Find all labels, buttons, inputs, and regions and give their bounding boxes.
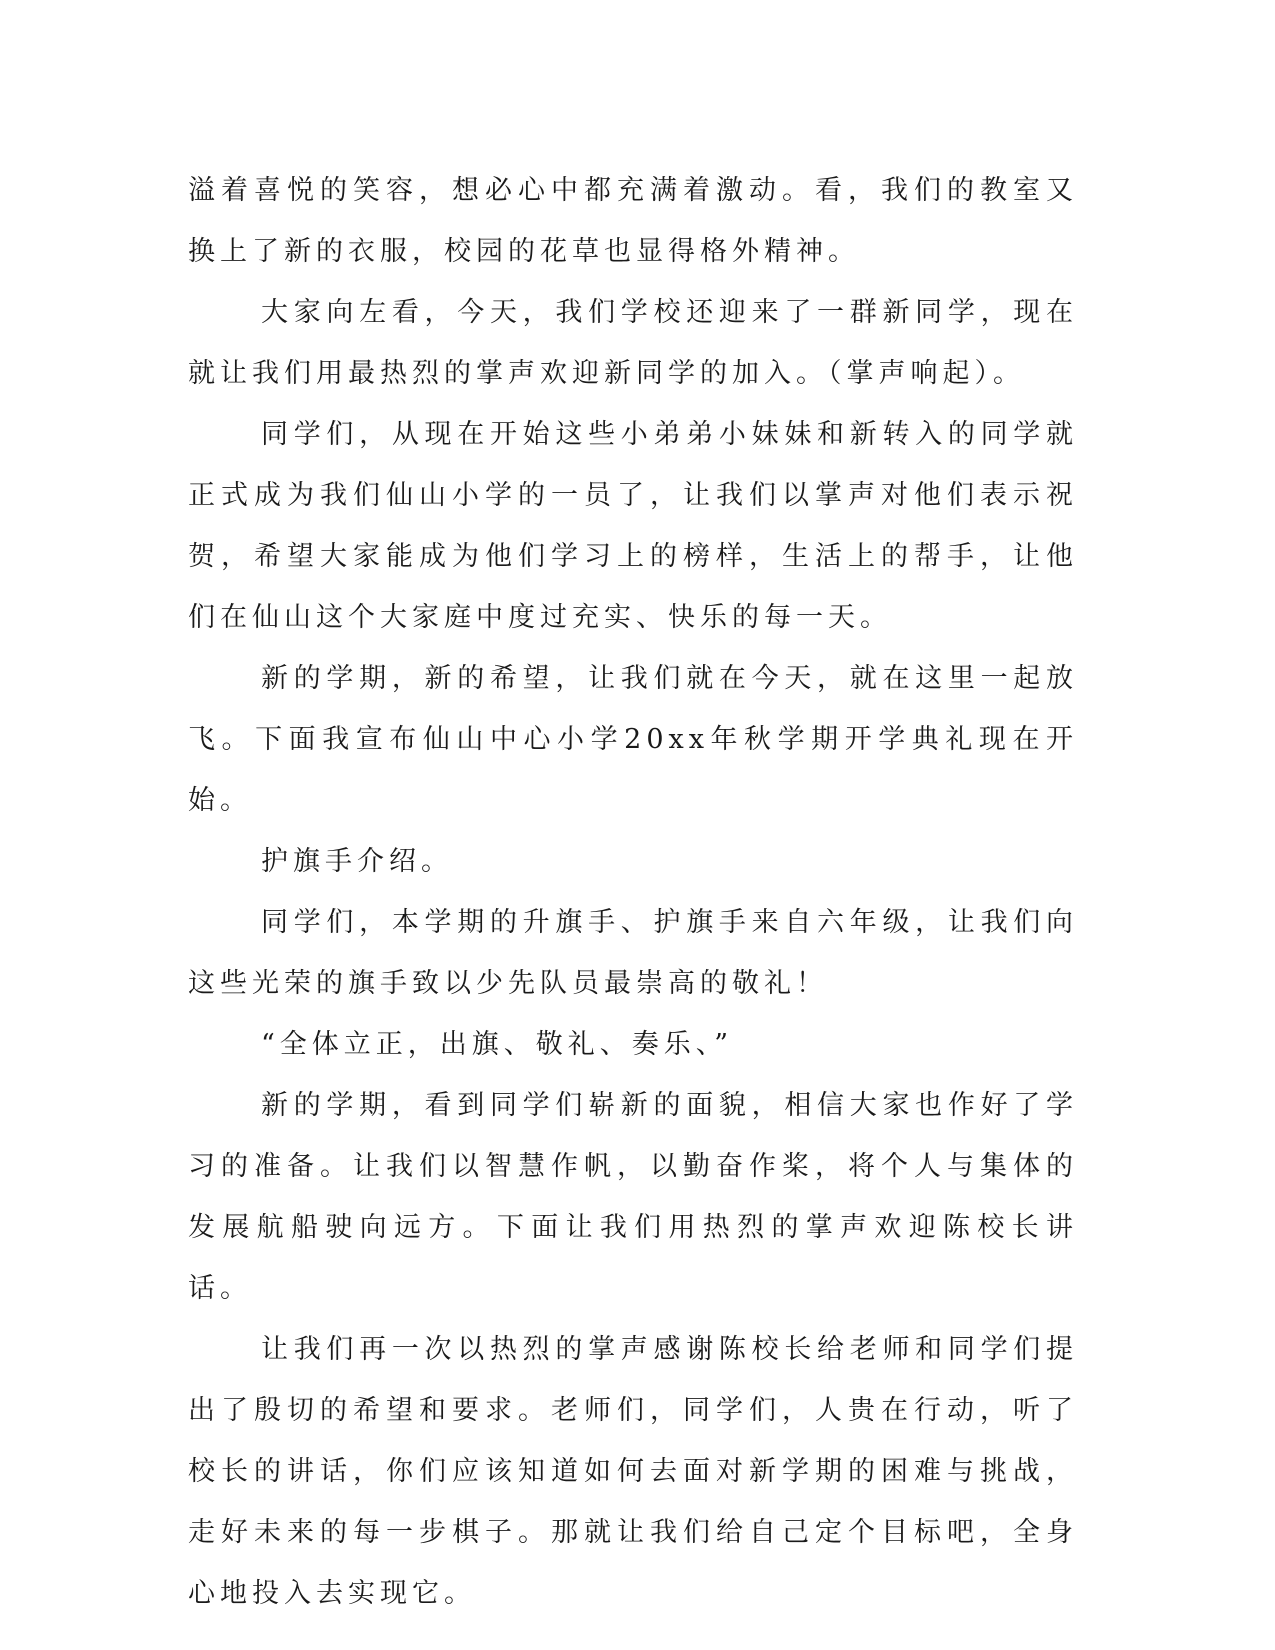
paragraph-2: 大家向左看，今天，我们学校还迎来了一群新同学，现在就让我们用最热烈的掌声欢迎新同学的加入。（掌声响起）。: [188, 297, 1078, 389]
paragraph-5: 护旗手介绍。: [261, 846, 453, 877]
paragraph-4: 新的学期，新的希望，让我们就在今天，就在这里一起放飞。下面我宣布仙山中心小学20xx年秋学期开学典礼现在开始。: [188, 663, 1078, 816]
paragraph-9: 让我们再一次以热烈的掌声感谢陈校长给老师和同学们提出了殷切的希望和要求。老师们，同学们，人贵在行动，听了校长的讲话，你们应该知道如何去面对新学期的困难与挑战，走好未来的每一步棋子。那就让我们给自己定个目标吧，全身心地投入去实现它。: [188, 1334, 1078, 1609]
paragraph-3: 同学们，从现在开始这些小弟弟小妹妹和新转入的同学就正式成为我们仙山小学的一员了，让我们以掌声对他们表示祝贺，希望大家能成为他们学习上的榜样，生活上的帮手，让他们在仙山这个大家庭中度过充实、快乐的每一天。: [188, 419, 1078, 633]
paragraph-8: 新的学期，看到同学们崭新的面貌，相信大家也作好了学习的准备。让我们以智慧作帆，以勤奋作桨，将个人与集体的发展航船驶向远方。下面让我们用热烈的掌声欢迎陈校长讲话。: [188, 1090, 1078, 1304]
paragraph-1: 溢着喜悦的笑容，想必心中都充满着激动。看，我们的教室又换上了新的衣服，校园的花草也显得格外精神。: [188, 175, 1078, 267]
paragraph-7: “全体立正，出旗、敬礼、奏乐、”: [261, 1029, 734, 1060]
document-body: [188, 160, 1078, 1624]
paragraph-6: 同学们，本学期的升旗手、护旗手来自六年级，让我们向这些光荣的旗手致以少先队员最崇高的敬礼！: [188, 907, 1078, 999]
